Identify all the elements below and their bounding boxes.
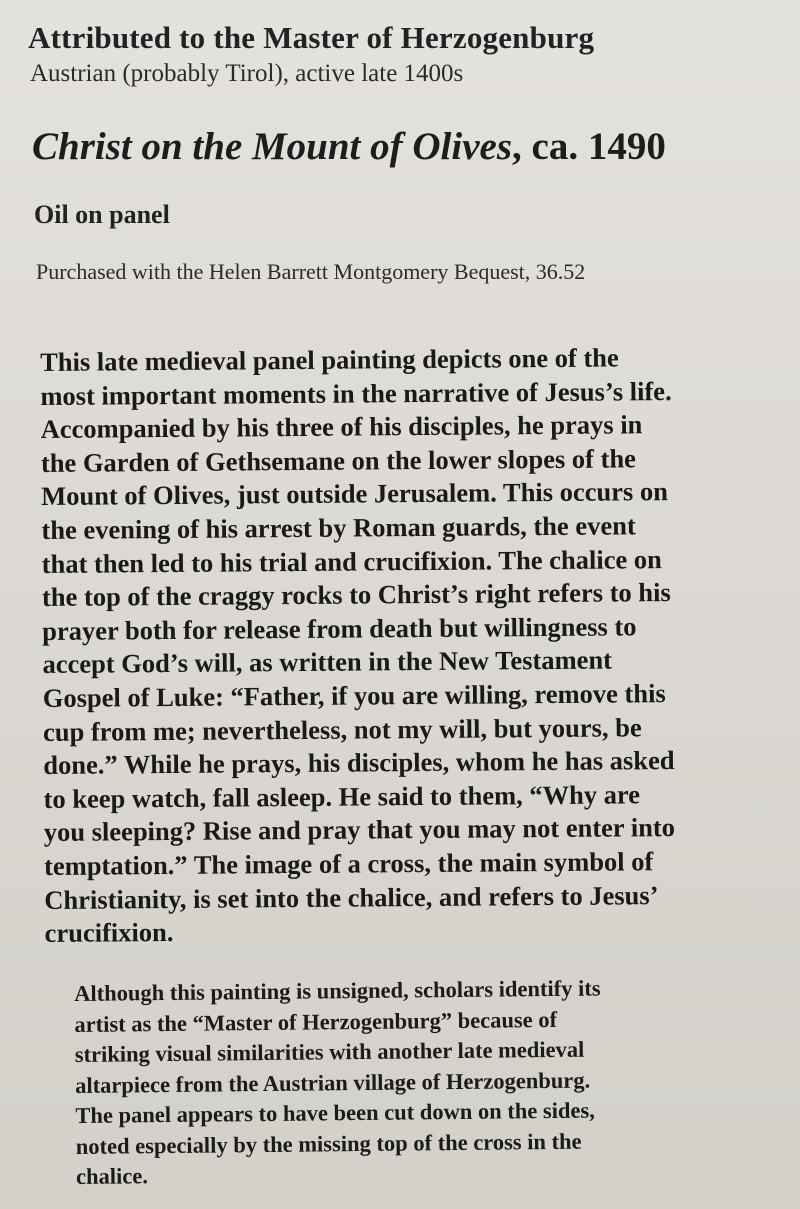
text-line: Although this painting is unsigned, scholars identify its	[74, 975, 601, 1006]
text-line: Accompanied by his three of his disciples, he prays in	[40, 409, 643, 445]
artwork-title: Christ on the Mount of Olives	[32, 125, 513, 168]
artwork-date: , ca. 1490	[512, 125, 666, 168]
text-line: Christianity, is set into the chalice, and refers to Jesus’	[44, 879, 659, 915]
credit-line: Purchased with the Helen Barrett Montgomery Bequest, 36.52	[36, 259, 586, 284]
description-paragraph-main	[40, 340, 765, 950]
text-line: The panel appears to have been cut down on the sides,	[75, 1097, 595, 1128]
text-line: striking visual similarities with another late medieval	[74, 1036, 585, 1067]
text-line: the Garden of Gethsemane on the lower slopes of the	[40, 443, 637, 478]
text-line: prayer both for release from death but willingness to	[42, 611, 637, 646]
text-line: cup from me; nevertheless, not my will, but yours, be	[42, 711, 642, 747]
text-line: noted especially by the missing top of the cross in the	[75, 1128, 582, 1159]
text-line: Gospel of Luke: “Father, if you are willing, remove this	[42, 678, 666, 713]
artist-origin: Austrian (probably Tirol), active late 1400s	[30, 60, 464, 87]
text-line: to keep watch, fall asleep. He said to them, “Why are	[43, 779, 641, 814]
text-line: accept God’s will, as written in the New Testament	[42, 644, 613, 680]
text-line: the top of the craggy rocks to Christ’s right refers to his	[41, 577, 671, 613]
text-line: This late medieval panel painting depicts one of the	[40, 342, 619, 377]
text-line: you sleeping? Rise and pray that you may not enter into	[43, 812, 676, 848]
artist-attribution: Attributed to the Master of Herzogenburg	[28, 20, 595, 55]
text-line: the evening of his arrest by Roman guards, the event	[41, 510, 636, 545]
text-line: that then led to his trial and crucifixion. The chalice on	[41, 543, 662, 579]
text-line: most important moments in the narrative of Jesus’s life.	[40, 375, 672, 411]
artwork-title-line	[32, 124, 666, 169]
text-line: artist as the “Master of Herzogenburg” because of	[74, 1006, 558, 1037]
artwork-medium: Oil on panel	[34, 200, 170, 229]
text-line: Mount of Olives, just outside Jerusalem. This occurs on	[41, 476, 668, 512]
text-line: chalice.	[75, 1163, 149, 1189]
text-line: crucifixion.	[44, 917, 174, 949]
text-line: temptation.” The image of a cross, the main symbol of	[43, 846, 654, 881]
text-line: altarpiece from the Austrian village of Herzogenburg.	[74, 1067, 591, 1098]
text-line: done.” While he prays, his disciples, whom he has asked	[43, 745, 675, 781]
description-paragraph-attribution	[74, 972, 756, 1193]
